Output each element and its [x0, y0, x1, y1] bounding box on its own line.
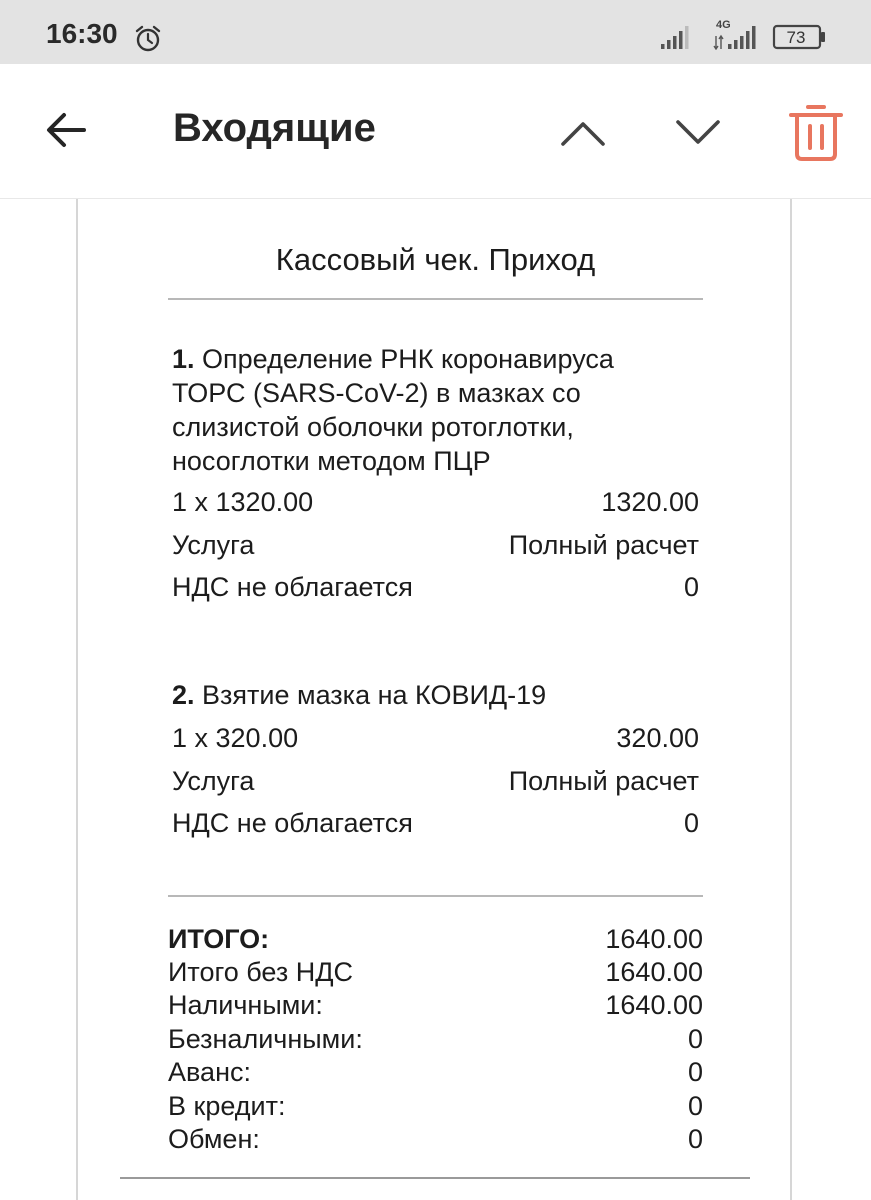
item-number: 1. [172, 344, 195, 374]
total-row [168, 1123, 703, 1156]
item-name-line: ТОРС (SARS-CoV-2) в мазках со [172, 378, 581, 408]
trash-icon [788, 102, 844, 162]
item-type-row [172, 528, 699, 562]
back-button[interactable] [30, 94, 102, 166]
network-type-label: 4G [716, 19, 731, 31]
total-row [168, 923, 703, 956]
total-value: 1640.00 [605, 924, 703, 954]
item-type: Услуга [172, 530, 255, 560]
alarm-icon [133, 24, 163, 54]
app-bar [0, 64, 871, 199]
delete-button[interactable] [778, 94, 854, 170]
item-quantity-row [172, 485, 699, 519]
item-vat-value: 0 [683, 572, 699, 602]
total-label: Итого без НДС [168, 957, 354, 987]
divider [168, 298, 703, 300]
total-value: 1640.00 [605, 957, 703, 987]
total-row [168, 956, 703, 989]
previous-message-button[interactable] [548, 98, 618, 168]
item-vat-label: НДС не облагается [172, 808, 413, 838]
total-label: Аванс: [168, 1057, 251, 1087]
total-value: 0 [687, 1057, 703, 1087]
total-label: Безналичными: [168, 1024, 363, 1054]
item-name-line: носоглотки методом ПЦР [172, 446, 491, 476]
total-row [168, 1090, 703, 1123]
divider [168, 895, 703, 897]
item-sum: 320.00 [616, 723, 699, 753]
total-row [168, 989, 703, 1022]
page-title: Входящие [173, 106, 376, 150]
total-row [168, 1056, 703, 1089]
receipt-title: Кассовый чек. Приход [275, 242, 596, 277]
item-name-line: слизистой оболочки ротоглотки, [172, 412, 574, 442]
total-value: 1640.00 [605, 990, 703, 1020]
battery-level: 73 [786, 28, 806, 47]
signal-icon [713, 24, 759, 50]
status-bar [0, 0, 871, 64]
item-quantity-price: 1 x 1320.00 [172, 487, 314, 517]
item-vat-value: 0 [683, 808, 699, 838]
item-vat-row [172, 806, 699, 840]
arrow-left-icon [44, 110, 88, 150]
item-sum: 1320.00 [601, 487, 699, 517]
total-label: Наличными: [168, 990, 323, 1020]
item-quantity-price: 1 x 320.00 [172, 723, 299, 753]
item-payment-method: Полный расчет [508, 766, 699, 796]
item-type-row [172, 764, 699, 798]
item-quantity-row [172, 721, 699, 755]
item-vat-row [172, 570, 699, 604]
signal-icon [660, 24, 692, 50]
total-row [168, 1023, 703, 1056]
total-label: Обмен: [168, 1124, 260, 1154]
total-value: 0 [687, 1091, 703, 1121]
chevron-up-icon [560, 119, 606, 147]
next-message-button[interactable] [663, 98, 733, 168]
item-name-line: Определение РНК коронавируса [202, 344, 614, 374]
total-label: В кредит: [168, 1091, 286, 1121]
item-number: 2. [172, 680, 195, 710]
item-payment-method: Полный расчет [508, 530, 699, 560]
chevron-down-icon [675, 119, 721, 147]
item-name-line: Взятие мазка на КОВИД-19 [202, 680, 547, 710]
total-label: ИТОГО: [168, 924, 270, 954]
item-vat-label: НДС не облагается [172, 572, 413, 602]
total-value: 0 [687, 1024, 703, 1054]
divider [120, 1177, 750, 1179]
status-time: 16:30 [46, 18, 118, 49]
item-type: Услуга [172, 766, 255, 796]
item-name [172, 678, 702, 712]
total-value: 0 [687, 1124, 703, 1154]
item-name [172, 342, 702, 478]
